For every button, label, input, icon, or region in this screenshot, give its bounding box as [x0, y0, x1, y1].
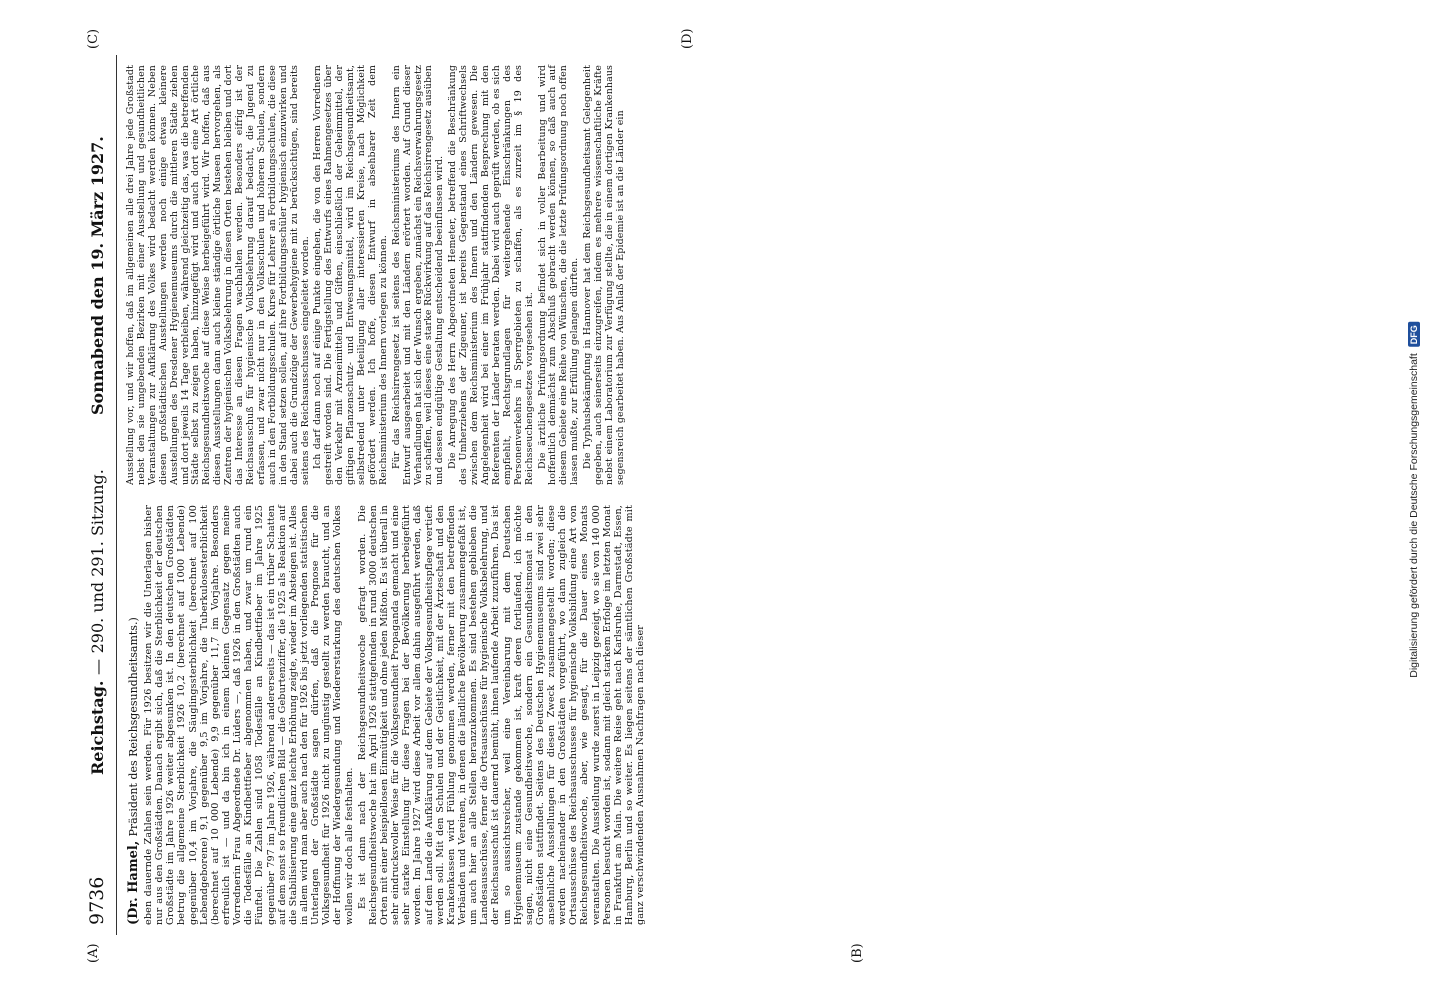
- paragraph: Die ärztliche Prüfungsordnung befindet sich in voller Bearbeitung und wird hoffentlich demnächst zum Abschluß gebracht werden können, so daß auch auf diesem Gebiete eine Reihe von Wünschen, die die letzte Prüfungsordnung noch offen lassen mußte, zur Erfüllung gelangen dürften.: [536, 65, 581, 485]
- footer-text: Digitalisierung gefördert durch die Deutsche Forschungsgemeinschaft: [1408, 353, 1420, 678]
- paragraph: Die Typhusbekämpfung in Hannover hat dem Reichsgesundheitsamt Gelegenheit gegeben, auch seinerseits einzugreifen, indem es mehrere wissenschaftliche Kräfte nebst einem Laboratorium zur Verfügung stellte, die in einem dortigen Krankenhaus segensreich gearbeitet haben. Aus Anlaß der Epidemie ist an die Länder ein: [582, 65, 626, 485]
- speaker-role: Präsident des Reichsgesundheitsamts.): [127, 617, 140, 837]
- speaker-line: [126, 505, 141, 925]
- margin-letter-b: (B): [850, 943, 865, 963]
- header-title: [88, 469, 107, 775]
- paragraph: Es ist dann nach der Reichsgesundheitswoche gefragt worden. Die Reichsgesundheitswoche hat im April 1926 stattgefunden in rund 3000 deutschen Orten mit einer beispiellosen Einmütigkeit und ohne jeden Mißton. Es ist überall in sehr eindrucksvoller Weise für die Volksgesundheit Propaganda gemacht und eine sehr starke Einstellung für diese Fragen bei der Bevölkerung herbeigeführt worden. Im Jahre 1927 wird diese Arbeit vor allem dahin ausgeführt werden, daß auf dem Lande die Aufklärung auf dem Gebiete der Volksgesundheitspflege vertieft werden soll. Mit den Schulen und der Geistlichkeit, mit der Ärzteschaft und den Krankenkassen wird Fühlung genommen werden, ferner mit den betreffenden Verbänden und Vereinen, in denen die ländliche Bevölkerung zusammengefaßt ist, um auch hier an alle Stellen heranzukommen. Es sind bestehen geblieben die Landesausschüsse, ferner die Ortsausschüsse für hygienische Volksbelehrung, und der Reichsausschuß ist dauernd bemüht, ihnen laufende Arbeit zuzuführen. Das ist um so aussichtsreicher, weil eine Vereinbarung mit dem Deutschen Hygienemuseum zustande gekommen ist, kraft deren fortlaufend, ich möchte sagen, nicht eine Gesundheitswoche, sondern ein Gesundheitsmonat in den Großstädten stattfindet. Seitens des Deutschen Hygienemuseums sind zwei sehr ansehnliche Ausstellungen für diesen Zweck zusammengestellt worden; diese werden nacheinander in den Großstädten vorgeführt, wo dann zugleich die Ortsausschüsse des Reichsausschusses für hygienische Volksbildung eine Art von Reichsgesundheitswoche, aber, wie gesagt, für die Dauer eines Monats veranstalten. Die Ausstellung wurde zuerst in Leipzig gezeigt, wo sie von 140 000 Personen besucht worden ist, sodann mit gleich starkem Erfolge im letzten Monat in Frankfurt am Main. Die weitere Reise geht nach Karlsruhe, Darmstadt, Essen, Hamburg, Berlin und so weiter. Es liegen seitens der sämtlichen Großstädte mit ganz verschwindenden Ausnahmen Nachfragen nach dieser: [356, 505, 647, 925]
- margin-letter-d: (D): [680, 28, 695, 49]
- margin-letter-a: (A): [86, 943, 101, 963]
- paragraph: Die Anregung des Herrn Abgeordneten Hemeter, betreffend die Beschränkung des Umherziehens der Zigeuner, ist bereits Gegenstand eines Schriftwechsels zwischen dem Reichsministerium des Innern und den Ländern gewesen. Die Angelegenheit wird bei einer im Frühjahr stattfindenden Besprechung mit den Referenten der Länder beraten werden. Dabei wird auch geprüft werden, ob es sich empfiehlt, Rechtsgrundlagen für weitergehende Einschränkungen des Personenverkehrs in Sperrgebieten zu schaffen, als es zurzeit im § 19 des Reichsseuchengesetzes vorgesehen ist.: [447, 65, 535, 485]
- dfg-logo: DFG: [1408, 322, 1420, 347]
- digitization-footer: [1408, 322, 1420, 678]
- margin-letter-c: (C): [86, 28, 101, 49]
- page-header: [80, 55, 117, 935]
- paragraph: Ich darf dann noch auf einige Punkte eingehen, die von den Herren Vorrednern gestreift worden sind. Die Fertigstellung des Entwurfs eines Rahmengesetzes über den Verkehr mit Arzneimitteln und Giften, einschließlich der Geheimmittel, der giftigen Pflanzenschutz- und Entwesungsmittel, wird im Reichsgesundheitsamt, selbstredend unter Beteiligung aller interessierten Kreise, nach Möglichkeit gefördert werden. Ich hoffe, diesen Entwurf in absehbarer Zeit dem Reichsministerium des Innern vorlegen zu können.: [312, 65, 389, 485]
- paragraph: Für das Reichsirrengesetz ist seitens des Reichsministeriums des Innern ein Entwurf ausgearbeitet und mit den Ländern erörtert worden. Auf Grund dieser Verhandlungen hat sich der Wunsch ergeben, zunächst ein Reichsverwahrungsgesetz zu schaffen, weil dieses eine starke Rückwirkung auf das Reichsirrengesetz ausüben und dessen endgültige Gestaltung entscheidend beeinflussen wird.: [390, 65, 446, 485]
- header-separator: —: [88, 658, 107, 675]
- page-number: 9736: [86, 876, 108, 925]
- speaker-name: (Dr. Hamel,: [126, 840, 141, 925]
- left-column: [126, 505, 666, 925]
- right-column: [126, 65, 666, 485]
- paragraph: eben dauernde Zahlen sein werden. Für 1926 besitzen wir die Unterlagen bisher nur aus den Großstädten. Danach ergibt sich, daß die Sterblichkeit der deutschen Großstädte im Jahre 1926 weiter abgesunken ist. In den deutschen Großstädten betrug die allgemeine Sterblichkeit 1926 10,2 (berechnet auf 1000 Lebende) gegenüber 10,4 im Vorjahre, die Säuglingssterblichkeit (berechnet auf 100 Lebendgeborene) 9,1 gegenüber 9,5 im Vorjahre, die Tuberkulosesterblichkeit (berechnet auf 10 000 Lebende) 9,9 gegenüber 11,7 im Vorjahre. Besonders erfreulich ist — und da bin ich in einem kleinen Gegensatz gegen meine Vorrednerin Frau Abgeordnete Dr. Lüders —, daß 1926 in den Großstädten auch die Todesfälle an Kindbettfieber abgenommen haben, und zwar um rund ein Fünftel. Die Zahlen sind 1058 Todesfälle an Kindbettfieber im Jahre 1925 gegenüber 797 im Jahre 1926, während andererseits — das ist ein trüber Schatten auf dem sonst so freundlichen Bild — die Geburtenziffer, die 1925 als Reaktion auf die Stabilisierung eine ganz leichte Erhöhung zeigte, wieder im Absteigen ist. Alles in allem wird man aber auch nach den für 1926 bis jetzt vorliegenden statistischen Unterlagen der Großstädte sagen dürfen, daß die Prognose für die Volksgesundheit für 1926 nicht zu ungünstig gestellt zu werden braucht, und an der Hoffnung der Wiedergesundung und Wiedererstarkung des deutschen Volkes wollen wir doch alle festhalten.: [143, 505, 355, 925]
- header-reichstag: Reichstag.: [88, 680, 107, 775]
- rotated-page: [80, 28, 1420, 963]
- paragraph: Ausstellung vor, und wir hoffen, daß im allgemeinen alle drei Jahre jede Großstadt nebst den sie umgebenden Bezirken mit einer Ausstellung und gesundheitlichen Veranstaltungen zur Aufklärung des Volkes wird bedacht werden können. Neben diesen großstädtischen Ausstellungen werden noch einige etwas kleinere Ausstellungen des Dresdener Hygienemuseums durch die mittleren Städte ziehen und dort jeweils 14 Tage verbleiben, während gleichzeitig das, was die betreffenden Städte selbst zu zeigen haben, hinzugefügt wird und auch dort eine Art örtliche Reichsgesundheitswoche auf diese Weise herbeigeführt wird. Wir hoffen, daß aus diesen Ausstellungen dann auch kleine ständige örtliche Museen hervorgehen, als Zentren der hygienischen Volksbelehrung in diesen Orten bestehen bleiben und dort das Interesse an diesen Fragen wachhalten werden. Besonders eifrig ist der Reichsausschuß für hygienische Volksbelehrung darauf bedacht, die Jugend zu erfassen, und zwar nicht nur in den Volksschulen und höheren Schulen, sondern auch in den Fortbildungsschulen. Kurse für Lehrer an Fortbildungsschulen, die diese in den Stand setzen sollen, auf ihre Fortbildungsschüler hygienisch einzuwirken und dabei auch die Grundzüge der Gewerbehygiene mit zu berücksichtigen, sind bereits seitens des Reichsausschusses eingeleitet worden.: [125, 65, 311, 485]
- header-date: Sonnabend den 19. März 1927.: [88, 136, 107, 415]
- header-session: 290. und 291. Sitzung.: [88, 469, 107, 654]
